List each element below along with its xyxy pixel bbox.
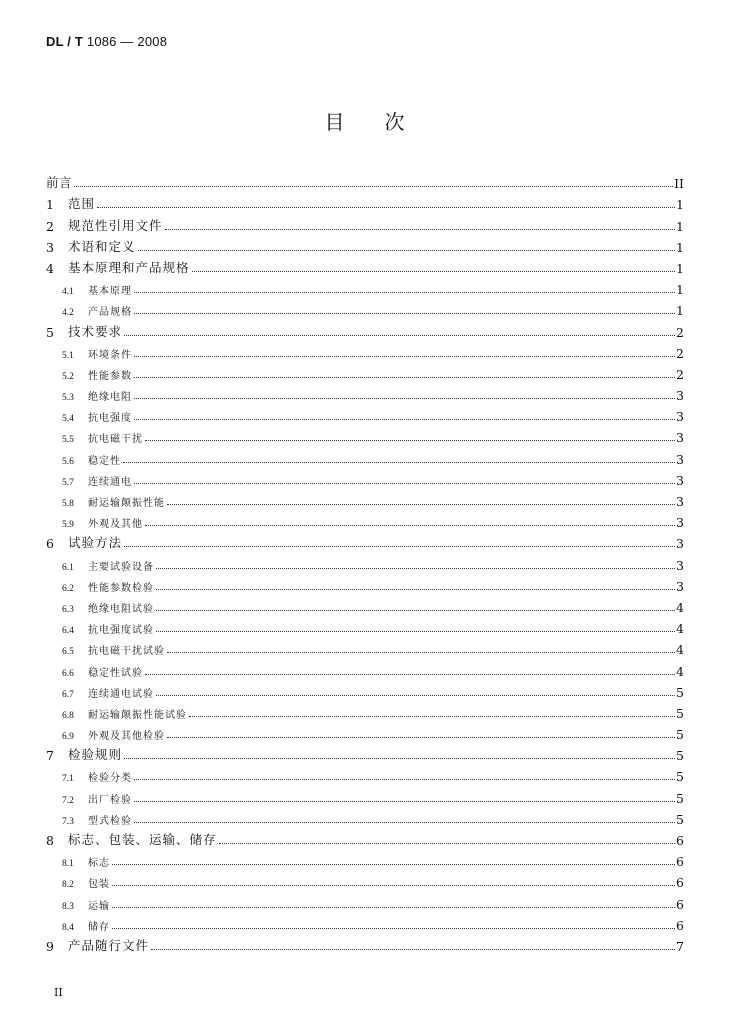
toc-leader-dots [151,949,675,950]
toc-entry-page: 3 [676,557,684,573]
toc-leader-dots [124,758,675,759]
toc-entry-number: 6.4 [62,626,74,637]
toc-entry[interactable] [46,933,684,954]
toc-entry-label: 主要试验设备 [88,561,154,573]
toc-entry-number: 5.2 [62,371,74,382]
toc-entry-label: 运输 [88,900,110,912]
table-of-contents [46,170,684,954]
toc-entry-page: 3 [676,409,684,425]
toc-entry-number: 8.1 [62,859,74,870]
toc-entry-page: 2 [676,366,684,382]
toc-entry[interactable] [46,297,684,318]
toc-entry-number: 2 [46,218,54,234]
toc-entry-number: 7.1 [62,774,74,785]
toc-leader-dots [74,186,673,187]
toc-entry-page: 3 [676,451,684,467]
toc-entry-number: 3 [46,239,54,255]
toc-entry-label: 环境条件 [88,349,132,361]
toc-entry-label: 包装 [88,879,110,891]
toc-entry[interactable] [46,403,684,424]
toc-leader-dots [134,356,675,357]
toc-entry-label: 出厂检验 [88,794,132,806]
toc-entry[interactable] [46,806,684,827]
toc-entry[interactable] [46,361,684,382]
toc-entry-number: 6.6 [62,668,74,679]
toc-entry-label: 型式检验 [88,815,132,827]
toc-leader-dots [134,483,675,484]
toc-entry-page: 6 [676,896,684,912]
toc-entry-page: 2 [676,324,684,340]
toc-entry-label: 储存 [88,921,110,933]
toc-entry[interactable] [46,784,684,805]
toc-leader-dots [192,271,676,272]
toc-leader-dots [189,716,675,717]
toc-leader-dots [145,674,675,675]
toc-leader-dots [134,313,675,314]
toc-entry-number: 5 [46,324,54,340]
toc-entry-label: 绝缘电阻试验 [88,603,154,615]
toc-entry-number: 7.3 [62,816,74,827]
toc-entry-page: 7 [676,938,684,954]
toc-leader-dots [134,377,675,378]
toc-entry-label: 稳定性 [88,455,121,467]
document-code-number: 1086 — 2008 [86,34,168,49]
toc-entry-number: 4.2 [62,308,74,319]
toc-entry[interactable] [46,912,684,933]
toc-entry-page: 3 [676,515,684,531]
toc-entry-label: 基本原理 [88,286,132,298]
toc-entry-page: 1 [676,218,684,234]
toc-entry-page: II [674,176,684,192]
toc-entry-number: 6.3 [62,604,74,615]
toc-entry-number: 7 [46,748,54,764]
toc-entry-page: 1 [676,197,684,213]
toc-entry-number: 4 [46,260,54,276]
toc-entry[interactable] [46,890,684,911]
toc-entry-number: 6.9 [62,732,74,743]
toc-entry-label: 耐运输颠振性能 [88,498,165,509]
toc-entry-label: 试验方法 [68,535,123,551]
toc-entry-number: 5.4 [62,414,74,425]
toc-entry-number: 8.2 [62,880,74,891]
toc-leader-dots [97,207,675,208]
toc-entry-page: 6 [676,917,684,933]
toc-entry-page: 6 [676,875,684,891]
toc-entry-number: 5.5 [62,435,74,446]
toc-leader-dots [145,525,675,526]
page-title [0,106,729,135]
toc-entry-label: 连续通电试验 [88,688,154,700]
toc-entry-label: 性能参数检验 [88,582,154,594]
toc-leader-dots [156,695,675,696]
toc-entry[interactable] [46,848,684,869]
toc-entry-label: 标志 [88,858,110,870]
toc-entry-label: 绝缘电阻 [88,392,132,404]
toc-entry[interactable] [46,742,684,763]
toc-entry[interactable] [46,318,684,339]
toc-entry-number: 1 [46,197,54,213]
toc-entry-number: 5.3 [62,393,74,404]
document-code [46,34,167,49]
toc-entry-page: 4 [676,599,684,615]
toc-entry[interactable] [46,445,684,466]
toc-entry-label: 性能参数 [88,370,132,382]
toc-entry-label: 检验规则 [68,747,123,763]
toc-entry-page: 5 [676,769,684,785]
toc-leader-dots [134,779,675,780]
toc-entry-label: 抗电磁干扰 [88,434,143,446]
toc-entry[interactable] [46,530,684,551]
toc-entry[interactable] [46,573,684,594]
toc-leader-dots [134,801,675,802]
toc-entry-number: 4.1 [62,287,74,298]
toc-leader-dots [138,250,676,251]
toc-entry[interactable] [46,234,684,255]
document-code-prefix: DL / T [46,34,84,49]
toc-entry-page: 4 [676,642,684,658]
toc-entry[interactable] [46,721,684,742]
toc-entry-page: 1 [676,239,684,255]
toc-entry[interactable] [46,255,684,276]
toc-leader-dots [124,546,675,547]
toc-entry-page: 5 [676,705,684,721]
toc-entry-number: 5.8 [62,499,74,509]
toc-entry-label: 耐运输颠振性能试验 [88,709,187,721]
toc-entry-number: 8 [46,833,54,848]
toc-entry-label: 标志、包装、运输、储存 [68,832,217,847]
toc-entry[interactable] [46,763,684,784]
toc-leader-dots [134,398,675,399]
toc-entry[interactable] [46,551,684,572]
toc-entry-page: 5 [676,790,684,806]
toc-entry-page: 4 [676,663,684,679]
toc-entry[interactable] [46,191,684,212]
toc-entry-number: 5.1 [62,350,74,361]
toc-entry-number: 8.3 [62,901,74,912]
toc-entry-number: 6 [46,536,54,552]
toc-entry-label: 术语和定义 [68,238,136,254]
toc-entry-label: 稳定性试验 [88,667,143,679]
toc-entry-label: 技术要求 [68,323,123,339]
toc-leader-dots [112,928,675,929]
toc-leader-dots [156,589,675,590]
toc-entry-label: 连续通电 [88,476,132,488]
toc-entry-page: 5 [676,748,684,764]
toc-entry[interactable] [46,488,684,509]
toc-entry[interactable] [46,382,684,403]
toc-entry-page: 3 [676,536,684,552]
toc-entry[interactable] [46,827,684,848]
toc-entry-label: 外观及其他检验 [88,731,165,743]
toc-entry-number: 6.8 [62,710,74,721]
toc-entry-number: 7.2 [62,795,74,806]
toc-entry-page: 1 [676,260,684,276]
toc-entry-number: 6.1 [62,562,74,573]
toc-entry[interactable] [46,615,684,636]
page-number-footer: II [54,986,63,999]
toc-entry-page: 3 [676,578,684,594]
toc-entry-number: 6.2 [62,583,74,594]
toc-entry-number: 8.4 [62,922,74,933]
toc-leader-dots [112,907,675,908]
toc-entry-label: 规范性引用文件 [68,217,163,233]
toc-leader-dots [156,610,675,611]
toc-entry-label: 抗电强度试验 [88,625,154,637]
toc-leader-dots [219,843,676,844]
toc-entry-page: 4 [676,621,684,637]
toc-entry[interactable] [46,467,684,488]
toc-leader-dots [167,737,675,738]
toc-leader-dots [156,568,675,569]
toc-entry-page: 6 [676,833,684,848]
toc-entry-page: 3 [676,430,684,446]
toc-entry[interactable] [46,700,684,721]
toc-leader-dots [134,822,675,823]
toc-entry[interactable] [46,679,684,700]
toc-entry-label: 前言 [46,175,73,191]
toc-leader-dots [145,440,675,441]
toc-leader-dots [112,885,675,886]
toc-leader-dots [167,504,675,505]
toc-leader-dots [123,462,675,463]
toc-entry-page: 5 [676,811,684,827]
toc-entry-number: 5.6 [62,456,74,467]
page-title-char-2: 次 [384,110,405,134]
toc-entry-page: 3 [676,388,684,404]
toc-entry-number: 5.7 [62,477,74,488]
toc-entry[interactable] [46,340,684,361]
toc-entry-label: 范围 [68,196,96,212]
toc-entry[interactable] [46,424,684,445]
toc-entry-label: 抗电强度 [88,413,132,425]
toc-entry-page: 3 [676,494,684,509]
toc-leader-dots [134,292,675,293]
toc-entry-page: 2 [676,345,684,361]
toc-entry-number: 5.9 [62,520,74,531]
toc-entry-page: 3 [676,472,684,488]
toc-leader-dots [167,652,675,653]
toc-entry[interactable] [46,212,684,233]
toc-leader-dots [124,335,675,336]
toc-entry[interactable] [46,170,684,191]
toc-entry-label: 检验分类 [88,773,132,785]
toc-entry[interactable] [46,594,684,615]
toc-leader-dots [134,419,675,420]
toc-entry-page: 1 [676,282,684,298]
toc-entry[interactable] [46,869,684,890]
toc-entry[interactable] [46,636,684,657]
toc-entry-page: 6 [676,854,684,870]
toc-entry[interactable] [46,509,684,530]
toc-entry-label: 产品规格 [88,307,132,319]
toc-entry-number: 6.7 [62,689,74,700]
toc-entry-page: 1 [676,303,684,319]
toc-leader-dots [165,229,676,230]
toc-entry-label: 抗电磁干扰试验 [88,646,165,658]
toc-entry-page: 5 [676,684,684,700]
toc-leader-dots [156,631,675,632]
toc-entry-label: 外观及其他 [88,519,143,531]
page-title-char-1: 目 [324,110,345,134]
toc-entry-page: 5 [676,727,684,743]
toc-entry[interactable] [46,276,684,297]
toc-leader-dots [112,864,675,865]
toc-entry-label: 基本原理和产品规格 [68,259,190,275]
toc-entry-number: 9 [46,938,54,954]
toc-entry-number: 6.5 [62,647,74,658]
toc-entry-label: 产品随行文件 [68,937,150,953]
toc-entry[interactable] [46,657,684,678]
